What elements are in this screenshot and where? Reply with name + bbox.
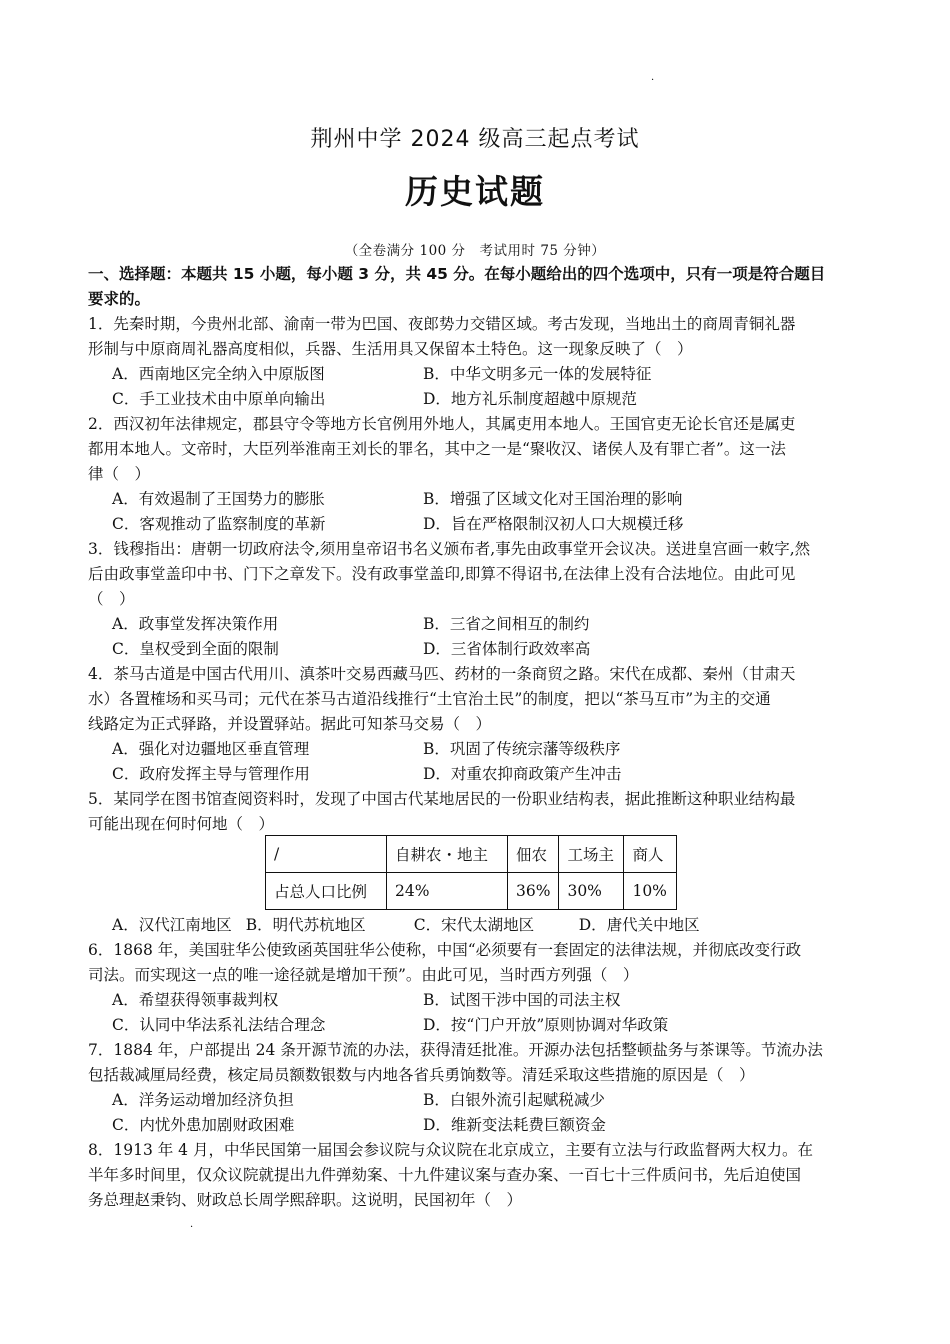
question-3-text: 3．钱穆指出：唐朝一切政府法令,须用皇帝诏书名义颁布者,事先由政事堂开会议决。送进皇宫画一敕字,然 [88,540,811,558]
question-3-options [112,612,589,636]
option-a[interactable]: A．政事堂发挥决策作用 [112,615,279,633]
table-cell: 30% [559,873,624,910]
question-1-text: 形制与中原商周礼器高度相似，兵器、生活用具又保留本土特色。这一现象反映了（ ） [88,340,693,358]
section-heading: 要求的。 [88,290,151,308]
option-d[interactable]: D．旨在严格限制汉初人口大规模迁移 [423,515,684,533]
option-a[interactable]: A．希望获得领事裁判权 [112,991,279,1009]
question-6-options [112,988,620,1012]
option-a[interactable]: A．有效遏制了王国势力的膨胀 [112,490,325,508]
scan-dot: · [651,75,655,86]
option-c[interactable]: C．内忧外患加剧财政困难 [112,1116,295,1134]
option-a[interactable]: A．汉代江南地区 [112,916,232,934]
question-8-text: 务总理赵秉钧、财政总长周学熙辞职。这说明，民国初年（ ） [88,1191,523,1209]
option-c[interactable]: C．认同中华法系礼法结合理念 [112,1016,326,1034]
question-7-text: 包括裁减厘局经费，核定局员额数银数与内地各省兵勇饷数等。清廷采取这些措施的原因是（ ） [88,1066,755,1084]
option-d[interactable]: D．三省体制行政效率高 [423,640,591,658]
exam-meta: （全卷满分 100 分 考试用时 75 分钟） [344,243,606,259]
option-a[interactable]: A．西南地区完全纳入中原版图 [112,365,325,383]
option-b[interactable]: B．中华文明多元一体的发展特征 [423,365,652,383]
table-header-row [266,836,677,873]
table-cell: 佃农 [508,836,559,873]
question-7-options [112,1113,606,1137]
question-7-options [112,1088,605,1112]
question-4-text: 4．茶马古道是中国古代用川、滇茶叶交易西藏马匹、药材的一条商贸之路。宋代在成都、秦州（甘肃天 [88,665,796,683]
table-cell: 工场主 [559,836,624,873]
question-5-text: 5．某同学在图书馆查阅资料时，发现了中国古代某地居民的一份职业结构表，据此推断这种职业结构最 [88,790,796,808]
question-8-text: 半年多时间里，仅众议院就提出九件弹劾案、十九件建议案与查办案、一百七十三件质问书，先后迫使国 [88,1166,802,1184]
question-8-text: 8．1913 年 4 月，中华民国第一届国会参议院与众议院在北京成立，主要有立法与行政监督两大权力。在 [88,1141,813,1159]
section-heading: 一、选择题：本题共 15 小题，每小题 3 分，共 45 分。在每小题给出的四个选项中，只有一项是符合题目 [88,265,826,283]
question-4-text: 水）各置榷场和买马司；元代在茶马古道沿线推行“土官治土民”的制度，把以“茶马互市”为主的交通 [88,690,771,708]
option-b[interactable]: B．巩固了传统宗藩等级秩序 [423,740,621,758]
question-4-options [112,737,620,761]
question-7-text: 7．1884 年，户部提出 24 条开源节流的办法，获得清廷批准。开源办法包括整顿盐务与茶课等。节流办法 [88,1041,823,1059]
exam-title: 荆州中学 2024 级高三起点考试 [310,127,640,152]
table-cell: 24% [387,873,508,910]
question-4-text: 线路定为正式驿路，并设置驿站。据此可知茶马交易（ ） [88,715,492,733]
option-c[interactable]: C．政府发挥主导与管理作用 [112,765,310,783]
question-6-options [112,1013,668,1037]
option-c[interactable]: C．手工业技术由中原单向输出 [112,390,326,408]
question-2-text: 都用本地人。文帝时，大臣列举淮南王刘长的罪名，其中之一是“聚收汉、诸侯人及有罪亡者”。这一法 [88,440,786,458]
subject-title: 历史试题 [405,172,545,211]
table-cell: 36% [508,873,559,910]
question-5-options [112,913,700,937]
question-6-text: 6．1868 年，美国驻华公使致函英国驻华公使称，中国“必须要有一套固定的法律法规，并彻底改变行政 [88,941,802,959]
question-1-text: 1．先秦时期，今贵州北部、渝南一带为巴国、夜郎势力交错区域。考古发现，当地出土的商周青铜礼器 [88,315,796,333]
table-cell: 自耕农・地主 [387,836,508,873]
option-a[interactable]: A．强化对边疆地区垂直管理 [112,740,310,758]
option-b[interactable]: B．三省之间相互的制约 [423,615,590,633]
option-d[interactable]: D．地方礼乐制度超越中原规范 [423,390,637,408]
question-2-text: 2．西汉初年法律规定，郡县守令等地方长官例用外地人，其属吏用本地人。王国官吏无论长官还是属吏 [88,415,796,433]
option-b[interactable]: B．明代苏杭地区 [245,916,366,934]
occupation-table [265,835,677,910]
question-3-text: 后由政事堂盖印中书、门下之章发下。没有政事堂盖印,即算不得诏书,在法律上没有合法地位。由此可见 [88,565,796,583]
scan-dot: · [190,1222,194,1233]
table-row [266,873,677,910]
option-c[interactable]: C．宋代太湖地区 [413,916,535,934]
question-4-options [112,762,621,786]
question-1-options [112,387,637,411]
question-3-options [112,637,590,661]
question-2-options [112,512,683,536]
table-cell: 商人 [624,836,677,873]
option-b[interactable]: B．增强了区域文化对王国治理的影响 [423,490,683,508]
question-2-options [112,487,682,511]
question-1-options [112,362,651,386]
option-d[interactable]: D．唐代关中地区 [578,916,700,934]
question-5-text: 可能出现在何时何地（ ） [88,815,275,833]
option-d[interactable]: D．对重农抑商政策产生冲击 [423,765,622,783]
option-c[interactable]: C．皇权受到全面的限制 [112,640,279,658]
table-cell: / [266,836,387,873]
question-3-text: （ ） [88,590,135,608]
option-b[interactable]: B．白银外流引起赋税减少 [423,1091,605,1109]
table-cell: 占总人口比例 [266,873,387,910]
option-c[interactable]: C．客观推动了监察制度的革新 [112,515,326,533]
option-a[interactable]: A．洋务运动增加经济负担 [112,1091,294,1109]
table-cell: 10% [624,873,677,910]
option-d[interactable]: D．维新变法耗费巨额资金 [423,1116,606,1134]
option-d[interactable]: D．按“门户开放”原则协调对华政策 [423,1016,669,1034]
option-b[interactable]: B．试图干涉中国的司法主权 [423,991,621,1009]
question-2-text: 律（ ） [88,465,151,483]
question-6-text: 司法。而实现这一点的唯一途径就是增加干预”。由此可见，当时西方列强（ ） [88,966,639,984]
